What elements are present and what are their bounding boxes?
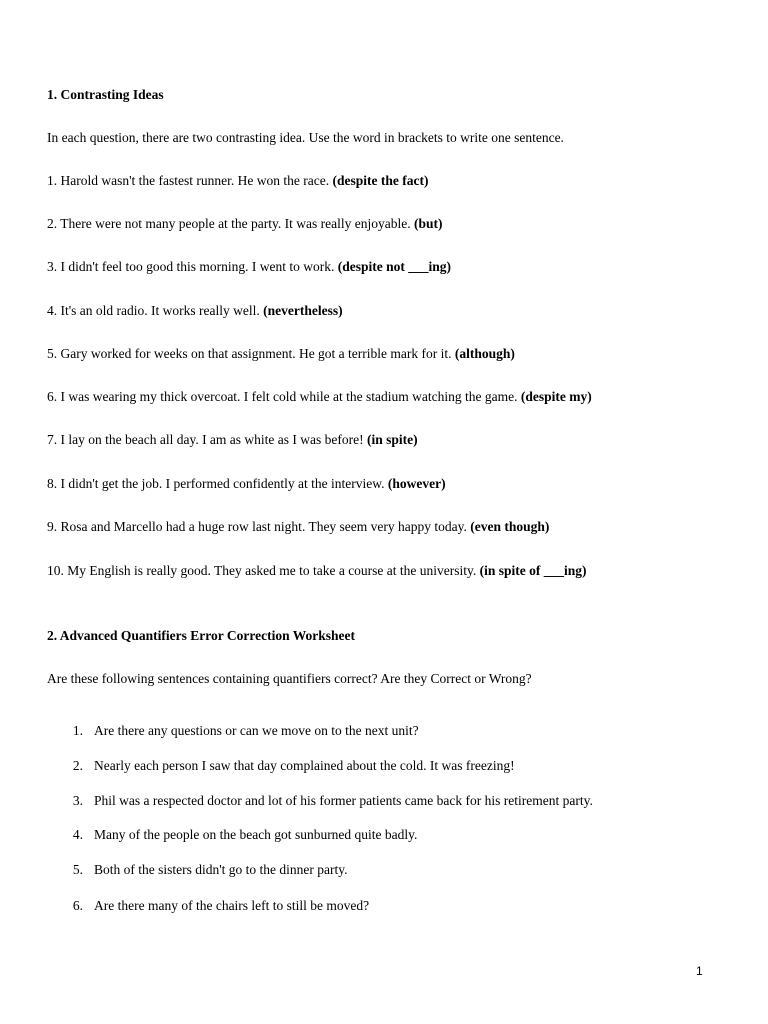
question-hint: (in spite of ___ing) bbox=[479, 563, 587, 578]
question-text: 5. Gary worked for weeks on that assignment. He got a terrible mark for it. bbox=[47, 346, 455, 361]
question-text: 10. My English is really good. They asked me to take a course at the university. bbox=[47, 563, 480, 578]
question-3 bbox=[47, 258, 451, 276]
question-9 bbox=[47, 518, 549, 536]
question-8 bbox=[47, 475, 446, 493]
list-item-number: 3. bbox=[72, 793, 83, 808]
section2-heading: 2. Advanced Quantifiers Error Correction Worksheet bbox=[47, 628, 355, 643]
question-1 bbox=[47, 172, 428, 190]
list-item-number: 2. bbox=[72, 758, 83, 773]
question-hint: (despite my) bbox=[520, 389, 592, 404]
question-text: 4. It's an old radio. It works really well. bbox=[47, 303, 264, 318]
list-item-text: Are there any questions or can we move on to the next unit? bbox=[94, 723, 419, 738]
section1-heading: 1. Contrasting Ideas bbox=[47, 87, 164, 102]
section2-instructions: Are these following sentences containing quantifiers correct? Are they Correct or Wrong? bbox=[47, 671, 532, 686]
question-hint: (despite not ___ing) bbox=[337, 259, 452, 274]
list-item-text: Many of the people on the beach got sunburned quite badly. bbox=[94, 827, 418, 842]
question-4 bbox=[47, 302, 343, 320]
list-item-number: 1. bbox=[72, 723, 83, 738]
question-hint: (nevertheless) bbox=[263, 303, 343, 318]
question-text: 8. I didn't get the job. I performed confidently at the interview. bbox=[47, 476, 388, 491]
question-text: 7. I lay on the beach all day. I am as white as I was before! bbox=[47, 432, 367, 447]
question-hint: (in spite) bbox=[367, 432, 418, 447]
question-10 bbox=[47, 562, 587, 580]
question-text: 2. There were not many people at the party. It was really enjoyable. bbox=[47, 216, 414, 231]
question-hint: (although) bbox=[454, 346, 515, 361]
question-text: 3. I didn't feel too good this morning. I went to work. bbox=[47, 259, 338, 274]
list-item-text: Both of the sisters didn't go to the dinner party. bbox=[94, 862, 348, 877]
question-hint: (even though) bbox=[470, 519, 550, 534]
list-item-text: Phil was a respected doctor and lot of his former patients came back for his retirement party. bbox=[94, 793, 593, 808]
question-text: 6. I was wearing my thick overcoat. I felt cold while at the stadium watching the game. bbox=[47, 389, 521, 404]
list-item-number: 4. bbox=[72, 827, 83, 842]
question-text: 1. Harold wasn't the fastest runner. He won the race. bbox=[47, 173, 333, 188]
question-5 bbox=[47, 345, 515, 363]
question-2 bbox=[47, 215, 443, 233]
list-item-number: 6. bbox=[72, 898, 83, 913]
list-item-text: Are there many of the chairs left to still be moved? bbox=[94, 898, 370, 913]
list-item-number: 5. bbox=[72, 862, 83, 877]
page-number: 1 bbox=[696, 964, 703, 978]
question-hint: (but) bbox=[414, 216, 443, 231]
question-text: 9. Rosa and Marcello had a huge row last night. They seem very happy today. bbox=[47, 519, 471, 534]
question-hint: (despite the fact) bbox=[332, 173, 429, 188]
question-6 bbox=[47, 388, 592, 406]
question-7 bbox=[47, 431, 418, 449]
list-item-text: Nearly each person I saw that day complained about the cold. It was freezing! bbox=[94, 758, 515, 773]
question-hint: (however) bbox=[387, 476, 446, 491]
section1-instructions: In each question, there are two contrasting idea. Use the word in brackets to write one sentence. bbox=[47, 130, 564, 145]
